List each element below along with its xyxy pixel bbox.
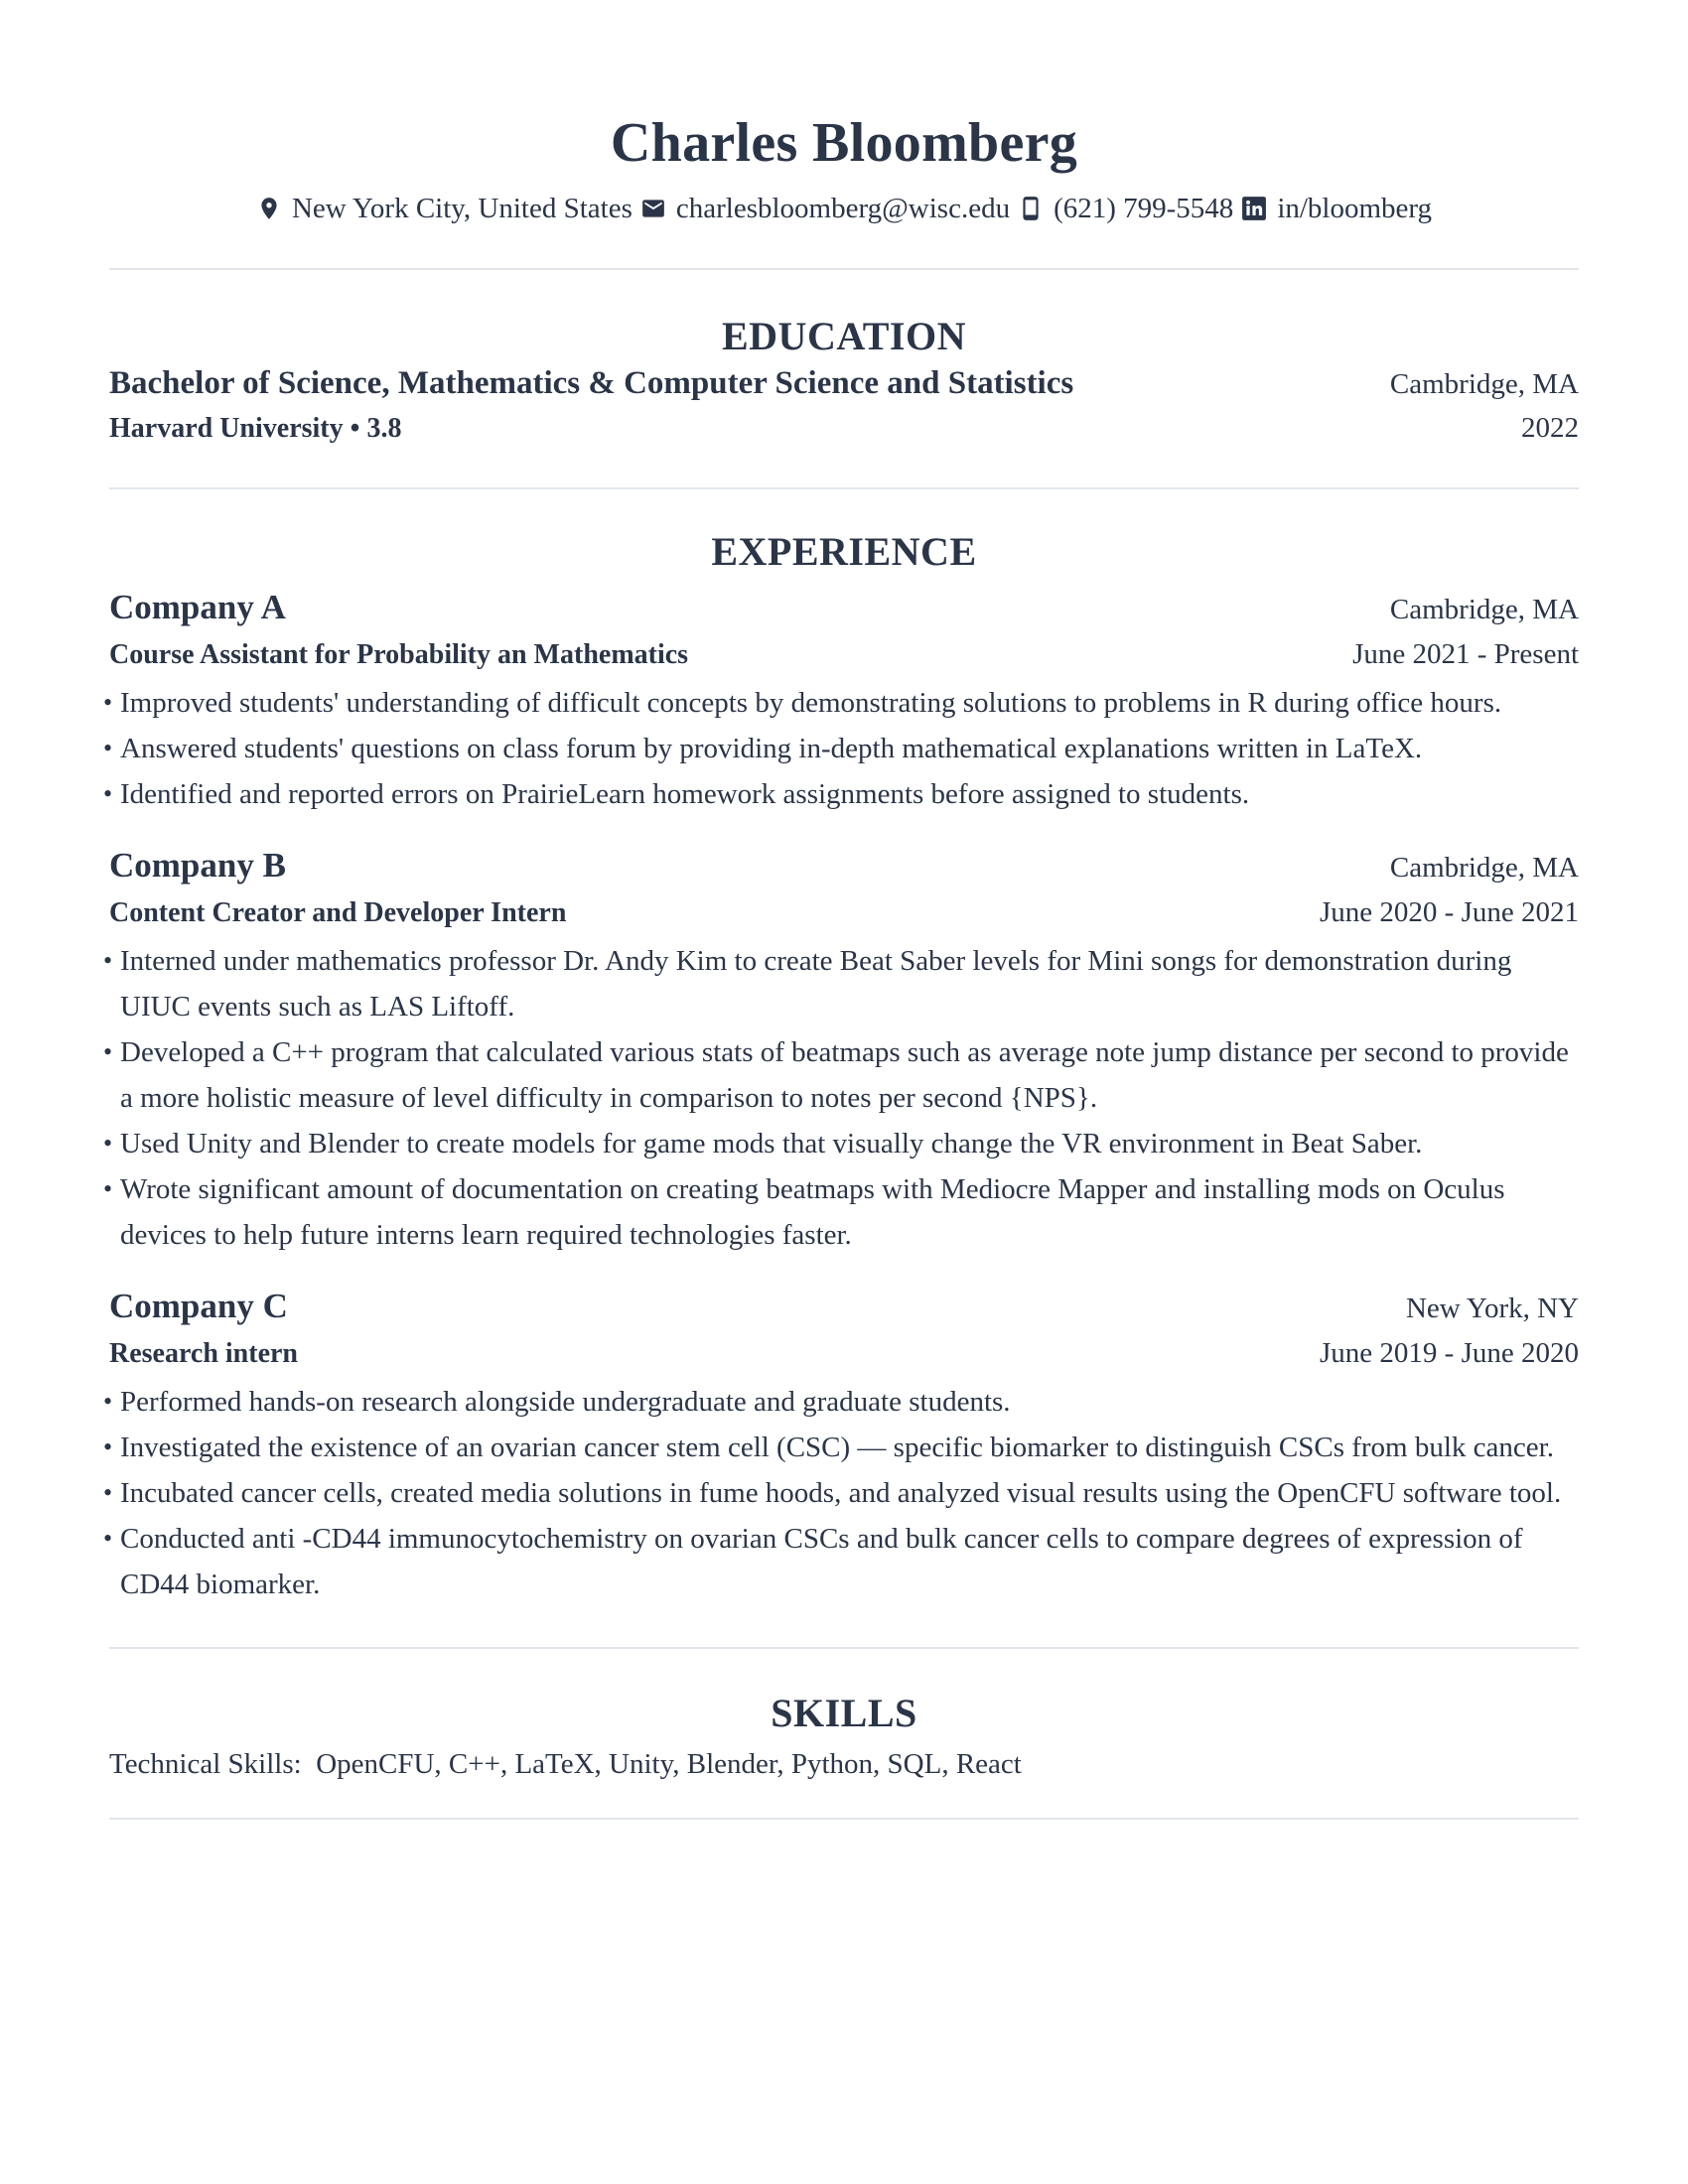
divider [109, 1647, 1579, 1649]
education-heading: EDUCATION [721, 314, 966, 358]
list-item: • Used Unity and Blender to create models for game mods that visually change the VR environment in Beat Saber. [109, 1121, 1579, 1166]
job-header [109, 841, 1579, 890]
list-item: • Performed hands-on research alongside undergraduate and graduate students. [109, 1379, 1579, 1425]
candidate-name: Charles Bloomberg [610, 112, 1078, 174]
skills-label: Technical Skills: [109, 1748, 302, 1780]
job-bullets [109, 1379, 1579, 1607]
experience-heading: EXPERIENCE [711, 529, 977, 574]
skills-values: OpenCFU, C++, LaTeX, Unity, Blender, Python, SQL, React [316, 1748, 1022, 1780]
list-item: • Conducted anti -CD44 immunocytochemistry on ovarian CSCs and bulk cancer cells to compare degrees of expression of CD44 biomarker. [109, 1516, 1579, 1607]
company-name: Company C [109, 1287, 288, 1325]
divider [109, 487, 1579, 489]
resume-page [109, 0, 1579, 1820]
contact-location [256, 189, 633, 228]
phone-text[interactable]: (621) 799-5548 [1054, 193, 1234, 224]
job-dates: June 2020 - June 2021 [1320, 896, 1579, 928]
job-subheader [109, 632, 1579, 676]
job-header [109, 583, 1579, 632]
school-name: Harvard University • 3.8 [109, 413, 402, 444]
job-role: Course Assistant for Probability an Mathematics [109, 639, 689, 670]
job-subheader [109, 890, 1579, 934]
list-item: • Answered students' questions on class forum by providing in-depth mathematical explanations written in LaTeX. [109, 726, 1579, 771]
job-location: Cambridge, MA [1389, 852, 1579, 884]
degree-title: Bachelor of Science, Mathematics & Computer Science and Statistics [109, 365, 1074, 401]
divider [109, 1818, 1579, 1820]
job-role: Research intern [109, 1338, 298, 1369]
job-entry [109, 841, 1579, 1258]
job-role: Content Creator and Developer Intern [109, 897, 567, 928]
education-row-1 [109, 361, 1579, 406]
list-item: • Wrote significant amount of documentation on creating beatmaps with Mediocre Mapper and installing mods on Oculus devices to help future interns learn required technologies faster. [109, 1166, 1579, 1258]
linkedin-icon [1241, 196, 1267, 221]
contact-email[interactable] [640, 189, 1010, 228]
education-row-2 [109, 406, 1579, 452]
education-location: Cambridge, MA [1389, 368, 1579, 400]
contact-linkedin[interactable] [1241, 189, 1432, 228]
job-dates: June 2019 - June 2020 [1320, 1337, 1579, 1369]
job-entry [109, 583, 1579, 817]
list-item: • Improved students' understanding of difficult concepts by demonstrating solutions to problems in R during office hours. [109, 680, 1579, 726]
location-text: New York City, United States [291, 193, 633, 224]
list-item: • Investigated the existence of an ovarian cancer stem cell (CSC) — specific biomarker to distinguish CSCs from bulk cancer. [109, 1425, 1579, 1470]
contact-phone[interactable] [1018, 189, 1233, 228]
phone-icon [1018, 196, 1044, 221]
job-bullets [109, 680, 1579, 817]
divider [109, 268, 1579, 270]
education-year: 2022 [1521, 412, 1579, 444]
email-link[interactable]: charlesbloomberg@wisc.edu [675, 193, 1011, 224]
job-subheader [109, 1331, 1579, 1375]
skills-line [109, 1742, 1579, 1786]
job-bullets [109, 938, 1579, 1258]
job-entry [109, 1282, 1579, 1607]
linkedin-link[interactable]: in/bloomberg [1277, 193, 1433, 224]
job-dates: June 2021 - Present [1352, 638, 1579, 670]
job-location: New York, NY [1405, 1293, 1579, 1324]
list-item: • Developed a C++ program that calculated various stats of beatmaps such as average note jump distance per second to provide a more holistic measure of level difficulty in comparison to notes per second {NPS}. [109, 1029, 1579, 1121]
skills-heading: SKILLS [771, 1691, 917, 1735]
mail-icon [640, 196, 666, 221]
company-name: Company A [109, 588, 286, 626]
location-pin-icon [256, 196, 282, 221]
job-location: Cambridge, MA [1389, 594, 1579, 625]
company-name: Company B [109, 846, 286, 885]
job-header [109, 1282, 1579, 1331]
list-item: • Incubated cancer cells, created media solutions in fume hoods, and analyzed visual results using the OpenCFU software tool. [109, 1470, 1579, 1516]
contact-line [109, 189, 1579, 228]
list-item: • Identified and reported errors on PrairieLearn homework assignments before assigned to students. [109, 771, 1579, 817]
list-item: • Interned under mathematics professor Dr. Andy Kim to create Beat Saber levels for Mini songs for demonstration during UIUC events such as LAS Liftoff. [109, 938, 1579, 1029]
